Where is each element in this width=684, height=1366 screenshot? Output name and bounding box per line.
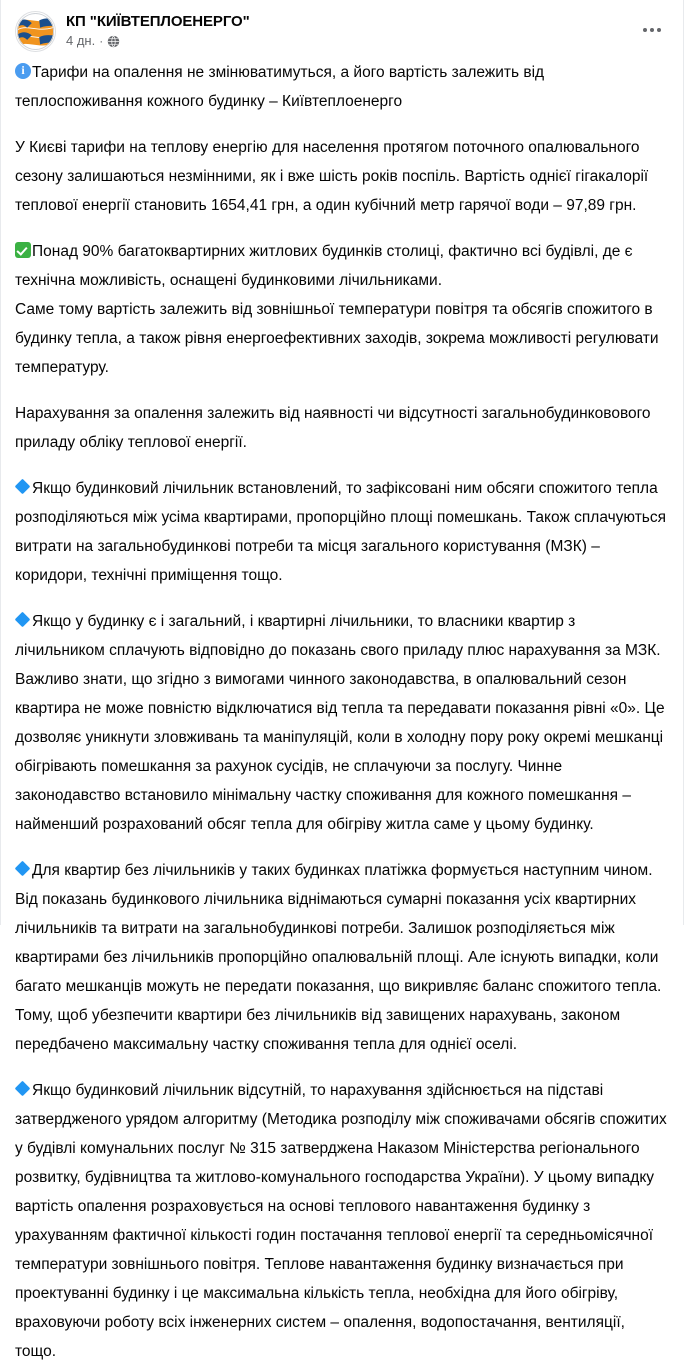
more-options-button[interactable]: [635, 13, 669, 47]
post-paragraph-house-meter-installed: [15, 474, 669, 590]
kyivteploenergo-logo-icon: [16, 12, 55, 51]
post-paragraph-headline: [15, 58, 669, 116]
post-paragraph-no-house-meter: [15, 1076, 669, 1366]
post-paragraph-apartments-without-meters: [15, 856, 669, 1059]
blue-diamond-icon: [15, 1081, 31, 1097]
post-paragraph-tariffs: [15, 133, 669, 220]
paragraph-text: Для квартир без лічильників у таких будинках платіжка формується наступним чином. Від показань будинкового лічильника віднімаються сумарні показання усіх квартирних лічильників та витрати на загальнобудинкові потреби. Залишок розподіляється між квартирами без лічильників пропорційно опалювальній площі. Але існують випадки, коли багато мешканців можуть не передати показання, що викривляє баланс спожитого тепла. Тому, щоб убезпечити квартири без лічильників від завищених нарахувань, законом передбачено максимальну частку споживання тепла для однієї оселі.: [15, 862, 662, 1053]
blue-diamond-icon: [15, 479, 31, 495]
globe-icon[interactable]: [107, 35, 120, 48]
post-meta: [66, 33, 635, 49]
post-paragraph-cost-factors: [15, 295, 669, 382]
post-timestamp[interactable]: 4 дн.: [66, 33, 96, 48]
paragraph-text: Тарифи на опалення не змінюватимуться, а його вартість залежить від теплоспоживання кожного будинку – Київтеплоенерго: [15, 64, 545, 110]
meta-separator: ·: [99, 34, 104, 48]
post-body: [1, 52, 683, 1366]
post-header-text: [66, 11, 635, 49]
check-mark-icon: [15, 242, 31, 258]
post-header: [1, 0, 683, 52]
post-paragraph-meters-coverage: [15, 237, 669, 295]
blue-diamond-icon: [15, 861, 31, 877]
post-paragraph-billing-depends: [15, 399, 669, 457]
blue-diamond-icon: [15, 612, 31, 628]
avatar[interactable]: [15, 11, 56, 52]
paragraph-text: Якщо будинковий лічильник встановлений, то зафіксовані ним обсяги спожитого тепла розподіляються між усіма квартирами, пропорційно площі помешкань. Також сплачуються витрати на загальнобудинкові потреби та місця загального користування (МЗК) – коридори, технічні приміщення тощо.: [15, 480, 667, 584]
paragraph-text: У Києві тарифи на теплову енергію для населення протягом поточного опалювального сезону залишаються незмінними, як і вже шість років поспіль. Вартість однієї гігакалорії теплової енергії становить 1654,41 грн, а один кубічний метр гарячої води – 97,89 грн.: [15, 139, 649, 214]
ellipsis-dot: [643, 28, 647, 32]
paragraph-text: Понад 90% багатоквартирних житлових будинків столиці, фактично всі будівлі, де є технічна можливість, оснащені будинковими лічильниками.: [15, 243, 633, 289]
post-paragraph-both-meters: [15, 607, 669, 839]
ellipsis-dot: [657, 28, 661, 32]
paragraph-text: Якщо у будинку є і загальний, і квартирні лічильники, то власники квартир з лічильником сплачують відповідно до показань свого приладу плюс нарахування за МЗК. Важливо знати, що згідно з вимогами чинного законодавства, в опалювальний сезон квартира не може повністю відключатися від тепла та передавати показання рівні «0». Це дозволяє уникнути зловживань та маніпуляцій, коли в холодну пору року окремі мешканці обігрівають помешкання за рахунок сусідів, не сплачуючи за послугу. Чинне законодавство встановило мінімальну частку споживання для кожного помешкання – найменший розрахований обсяг тепла для обігріву житла саме у цьому будинку.: [15, 613, 665, 833]
ellipsis-dot: [650, 28, 654, 32]
info-icon: [15, 63, 31, 79]
paragraph-text: Якщо будинковий лічильник відсутній, то нарахування здійснюється на підставі затвердженого урядом алгоритму (Методика розподілу між споживачами обсягів спожитих у будівлі комунальних послуг № 315 затверджена Наказом Міністерства регіонального розвитку, будівництва та житлово-комунального господарства України). У цьому випадку вартість опалення розраховується на основі теплового навантаження будинку з урахуванням фактичної кількості годин постачання теплової енергії та середньомісячної температури зовнішнього повітря. Теплове навантаження будинку визначається при проектуванні будинку і це максимальна кількість тепла, необхідна для його обігріву, враховуючи роботу всіх інженерних систем – опалення, водопостачання, вентиляції, тощо.: [15, 1082, 667, 1360]
paragraph-text: Саме тому вартість залежить від зовнішньої температури повітря та обсягів спожитого в будинку тепла, а також рівня енергоефективних заходів, зокрема можливості регулювати температуру.: [15, 301, 659, 376]
paragraph-text: Нарахування за опалення залежить від наявності чи відсутності загальнобудинковового приладу обліку теплової енергії.: [15, 405, 651, 451]
page-name[interactable]: КП "КИЇВТЕПЛОЕНЕРГО": [66, 13, 250, 30]
